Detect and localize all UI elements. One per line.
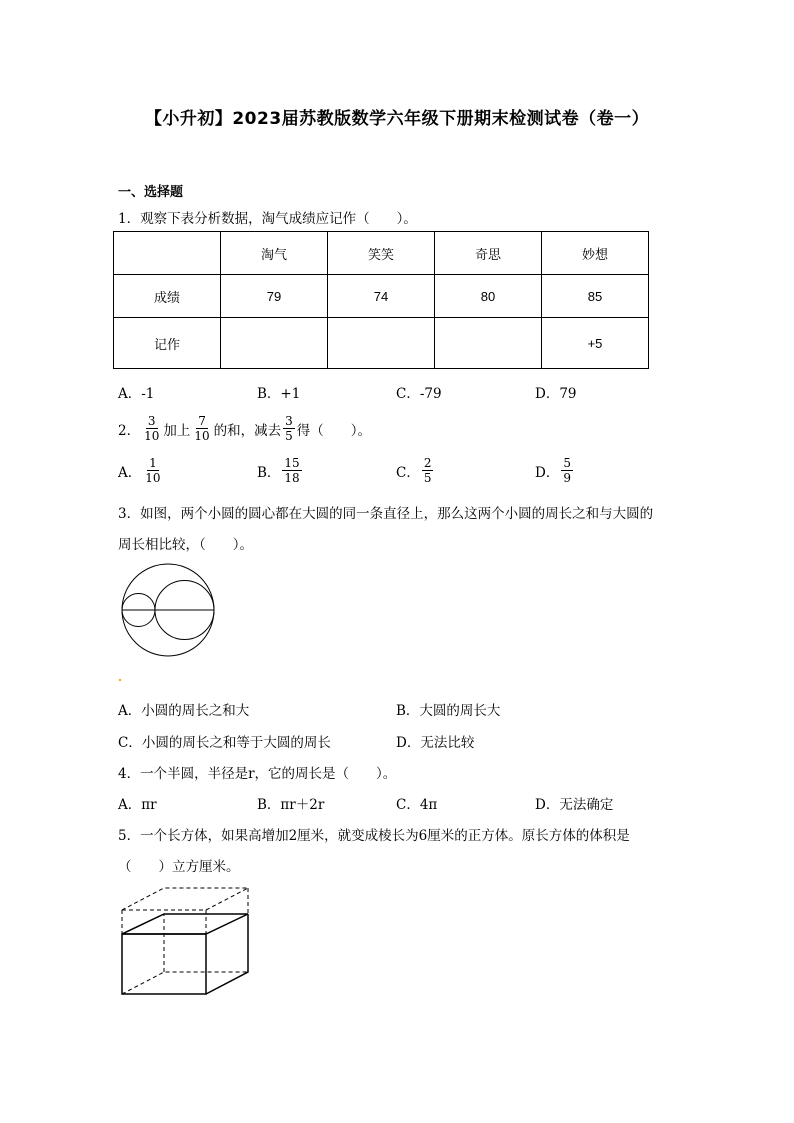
q2-option-a[interactable]: [118, 456, 165, 485]
q3-option-a[interactable]: A．小圆的周长之和大: [118, 703, 250, 719]
table-cell: 80: [435, 275, 542, 318]
circles-figure: [118, 563, 220, 659]
score-table: [113, 231, 649, 369]
option-fraction: [561, 456, 573, 485]
question-3-line-1: 3．如图，两个小圆的圆心都在大圆的同一条直径上，那么这两个小圆的周长之和与大圆的: [118, 506, 654, 522]
q4-option-c[interactable]: C．4π: [396, 797, 438, 813]
hidden-edges: [122, 972, 248, 994]
table-cell: 74: [328, 275, 435, 318]
table-cell: [221, 318, 328, 369]
table-header-row: [114, 232, 649, 275]
cuboid-side-edges: [206, 914, 248, 994]
fraction-numerator: 5: [563, 456, 571, 470]
q3-option-b[interactable]: B．大圆的周长大: [396, 703, 501, 719]
q3-option-c[interactable]: C．小圆的周长之和等于大圆的周长: [118, 735, 331, 751]
fraction-numerator: 7: [198, 414, 206, 428]
fraction-denominator: 10: [144, 429, 160, 443]
option-fraction: [282, 456, 301, 485]
q2-fraction-1: [142, 414, 161, 443]
question-3-line-2: 周长相比较，（ ）。: [118, 537, 253, 553]
q2-option-b[interactable]: [257, 456, 304, 485]
question-2-text: [118, 414, 371, 443]
fraction-denominator: 5: [423, 471, 432, 485]
q4-option-b[interactable]: B．πr＋2r: [257, 797, 325, 813]
q2-mid-1: 加上: [163, 422, 191, 439]
option-label: D．: [535, 464, 560, 481]
fraction-numerator: 3: [285, 414, 293, 428]
q2-prefix: 2．: [118, 422, 141, 439]
table-cell: 妙想: [542, 232, 649, 275]
fraction-denominator: 10: [194, 429, 210, 443]
question-5-line-2: （ ）立方厘米。: [118, 859, 240, 875]
option-label: C．: [396, 464, 420, 481]
cuboid-top-face: [122, 914, 248, 934]
table-cell: [328, 318, 435, 369]
q2-fraction-3: [283, 414, 295, 443]
fraction-numerator: 3: [147, 414, 156, 428]
q2-option-c[interactable]: [396, 456, 435, 485]
fraction-denominator: 18: [284, 471, 300, 485]
fraction-numerator: 2: [423, 456, 432, 470]
q4-option-a[interactable]: A．πr: [118, 797, 157, 813]
table-row: [114, 318, 649, 369]
q2-suffix: 得（ ）。: [296, 422, 372, 439]
question-4-text: 4．一个半圆，半径是r，它的周长是（ ）。: [118, 766, 397, 782]
option-label: A．: [118, 464, 142, 481]
table-cell: [435, 318, 542, 369]
stray-mark: [119, 679, 121, 681]
fraction-denominator: 9: [563, 471, 571, 485]
section-heading: 一、选择题: [118, 185, 184, 200]
option-fraction: [422, 456, 434, 485]
table-cell: +5: [542, 318, 649, 369]
q4-option-d[interactable]: D．无法确定: [535, 797, 614, 813]
table-row: [114, 275, 649, 318]
fraction-numerator: 15: [284, 456, 300, 470]
fraction-numerator: 1: [149, 456, 157, 470]
q2-option-d[interactable]: [535, 456, 575, 485]
q1-option-d[interactable]: D．79: [535, 386, 577, 402]
cuboid-figure: [118, 884, 254, 1000]
table-cell: 笑笑: [328, 232, 435, 275]
page-title: 【小升初】2023届苏教版数学六年级下册期末检测试卷（卷一）: [144, 109, 650, 129]
table-cell: 85: [542, 275, 649, 318]
question-1-text: 1．观察下表分析数据，淘气成绩应记作（ ）。: [118, 211, 417, 227]
q2-fraction-2: [192, 414, 211, 443]
q3-option-d[interactable]: D．无法比较: [396, 735, 475, 751]
q1-option-a[interactable]: A．-1: [118, 386, 155, 402]
q1-option-b[interactable]: B．+1: [257, 386, 301, 402]
fraction-denominator: 10: [145, 471, 161, 485]
question-5-line-1: 5．一个长方体，如果高增加2厘米，就变成棱长为6厘米的正方体。原长方体的体积是: [118, 828, 630, 844]
q1-option-c[interactable]: C．-79: [396, 386, 442, 402]
table-cell: 奇思: [435, 232, 542, 275]
fraction-denominator: 5: [285, 429, 293, 443]
table-cell: 记作: [114, 318, 221, 369]
cube-top-face: [122, 888, 248, 910]
table-cell: [114, 232, 221, 275]
table-cell: 79: [221, 275, 328, 318]
option-fraction: [143, 456, 162, 485]
table-cell: 淘气: [221, 232, 328, 275]
table-cell: 成绩: [114, 275, 221, 318]
q2-mid-2: 的和，减去: [213, 422, 282, 439]
option-label: B．: [257, 464, 281, 481]
